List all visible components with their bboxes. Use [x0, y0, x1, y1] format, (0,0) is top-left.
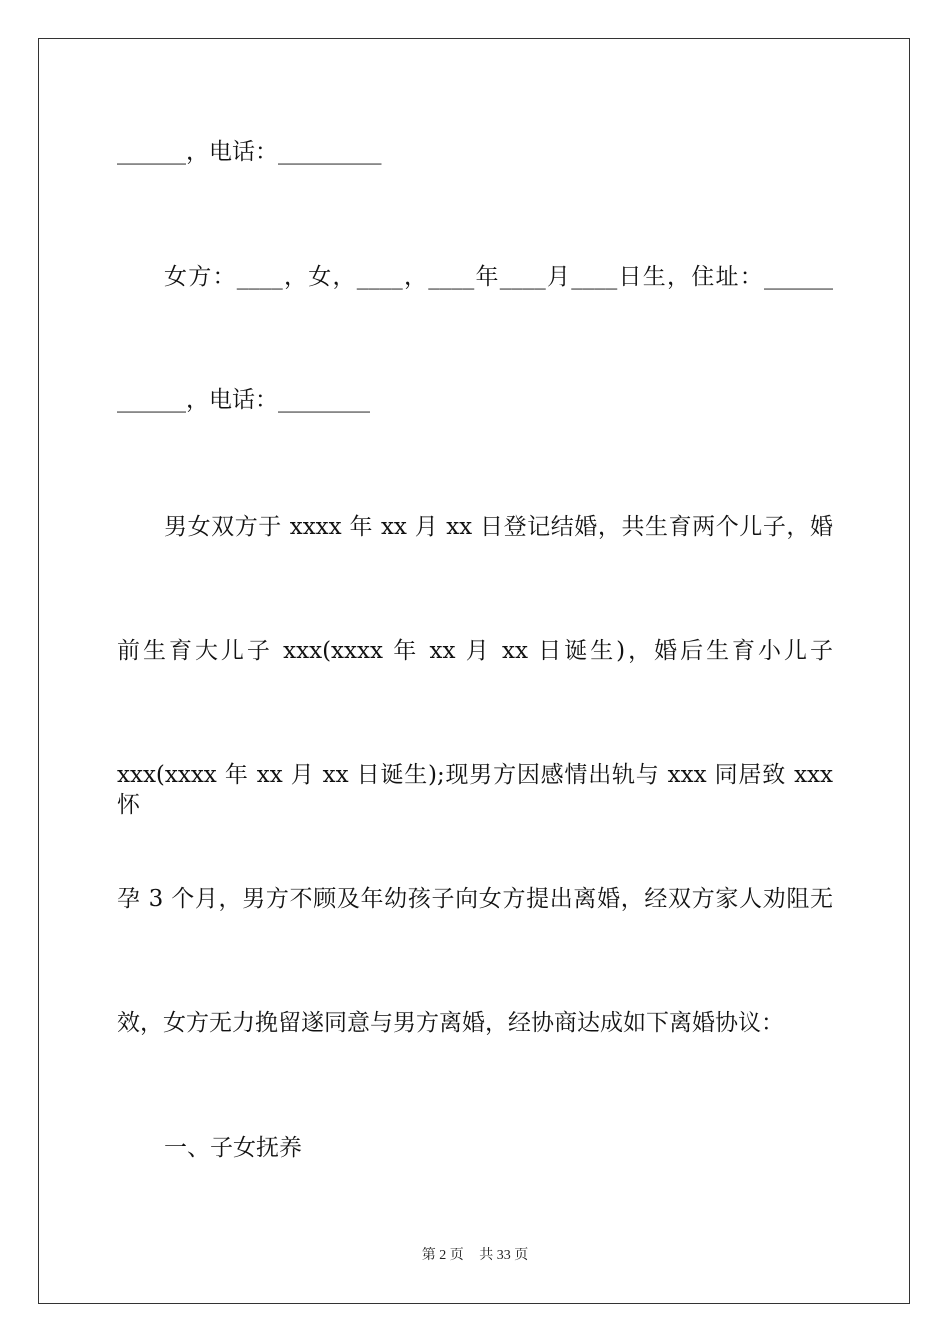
page-total: 共 33 页: [479, 1248, 529, 1263]
text-line-6: xxx(xxxx 年 xx 月 xx 日诞生);现男方因感情出轨与 xxx 同居致 xxx 怀: [117, 762, 833, 818]
section-heading: 一、子女抚养: [164, 1135, 302, 1161]
text-line-3: ______，电话：________: [117, 387, 370, 413]
text-line-7: 孕 3 个月，男方不顾及年幼孩子向女方提出离婚，经双方家人劝阻无: [117, 886, 833, 912]
text-line-8: 效，女方无力挽留遂同意与男方离婚，经协商达成如下离婚协议：: [117, 1010, 784, 1036]
text-line-1: ______，电话：_________: [117, 139, 382, 165]
page-number: 第 2 页: [421, 1248, 464, 1263]
text-line-4: 男女双方于 xxxx 年 xx 月 xx 日登记结婚，共生育两个儿子，婚: [164, 514, 833, 540]
page-footer: [0, 1247, 950, 1265]
page-frame: [38, 38, 910, 1304]
text-line-5: 前生育大儿子 xxx(xxxx 年 xx 月 xx 日诞生)，婚后生育小儿子: [117, 638, 833, 664]
text-line-2: 女方：____，女，____，____年____月____日生，住址：______: [164, 264, 833, 290]
